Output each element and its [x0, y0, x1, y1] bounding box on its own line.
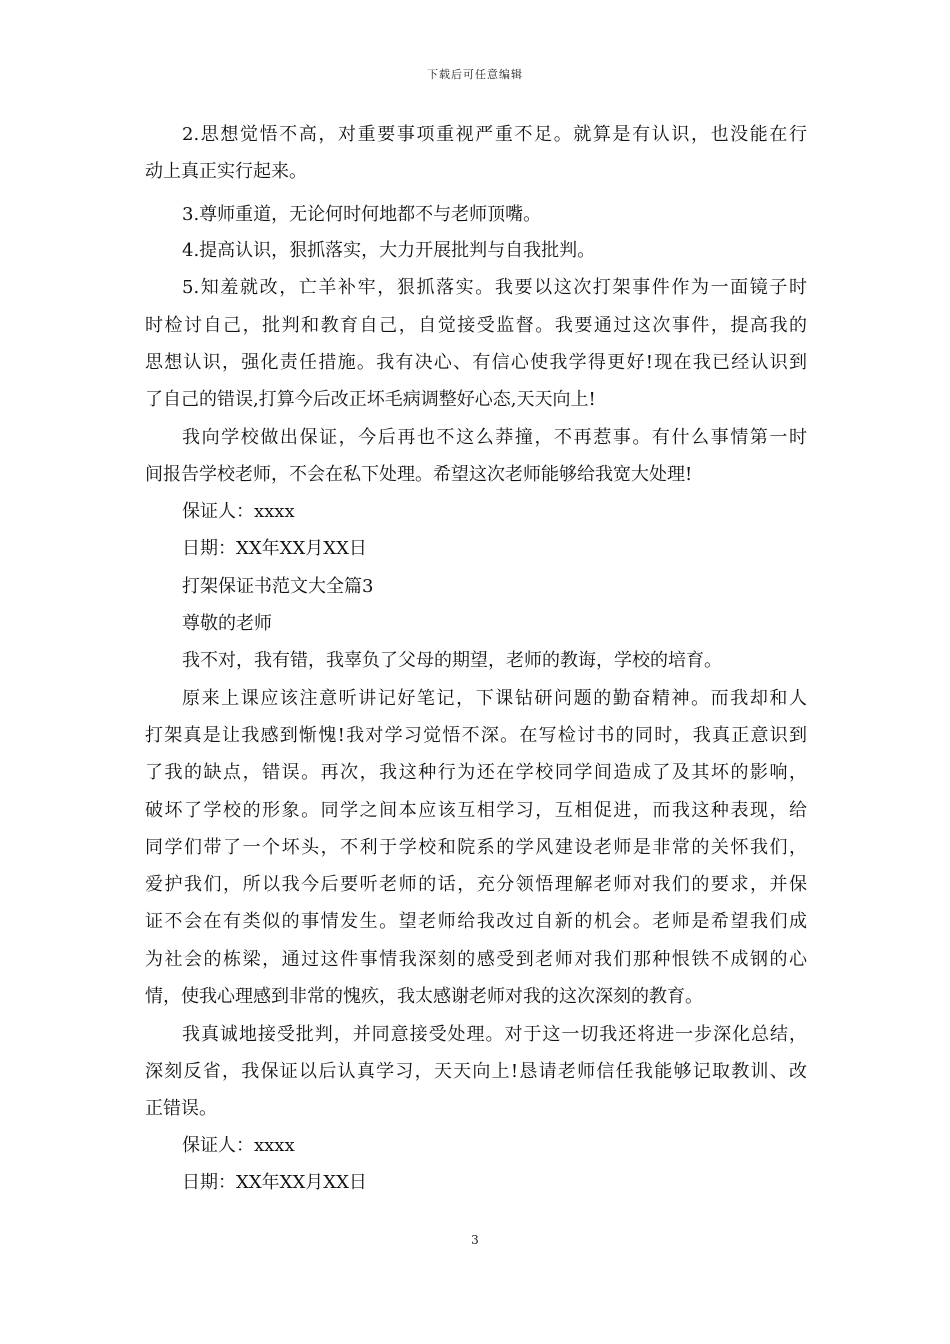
- paragraph-line: 思想认识，强化责任措施。我有决心、有信心使我学得更好!现在我已经认识到: [145, 352, 807, 373]
- paragraph-line: 我真诚地接受批判，并同意接受处理。对于这一切我还将进一步深化总结，: [182, 1024, 807, 1045]
- paragraph-line: 为社会的栋梁，通过这件事情我深刻的感受到老师对我们那种恨铁不成钢的心: [145, 949, 807, 970]
- paragraph-line: 爱护我们，所以我今后要听老师的话，充分领悟理解老师对我们的要求，并保: [145, 874, 807, 895]
- paragraph-line: 打架真是让我感到惭愧!我对学习觉悟不深。在写检讨书的同时，我真正意识到: [145, 725, 807, 746]
- salutation: 尊敬的老师: [182, 613, 272, 634]
- paragraph-line: 正错误。: [145, 1098, 217, 1119]
- page-header: 下载后可任意编辑: [427, 68, 523, 81]
- paragraph-line: 间报告学校老师，不会在私下处理。希望这次老师能够给我宽大处理!: [145, 464, 693, 485]
- paragraph-line: 证不会在有类似的事情发生。望老师给我改过自新的机会。老师是希望我们成: [145, 911, 807, 932]
- paragraph-line: 5.知羞就改，亡羊补牢，狠抓落实。我要以这次打架事件作为一面镜子时: [182, 277, 807, 298]
- paragraph-line: 时检讨自己，批判和教育自己，自觉接受监督。我要通过这次事件，提高我的: [145, 315, 807, 336]
- paragraph-line: 破坏了学校的形象。同学之间本应该互相学习，互相促进，而我这种表现，给: [145, 800, 807, 821]
- paragraph-line: 原来上课应该注意听讲记好笔记，下课钻研问题的勤奋精神。而我却和人: [182, 688, 807, 709]
- paragraph-line: 4.提高认识，狠抓落实，大力开展批判与自我批判。: [182, 240, 596, 261]
- page-number: 3: [471, 1233, 479, 1247]
- guarantor-line: 保证人：xxxx: [182, 501, 295, 522]
- section-heading: 打架保证书范文大全篇3: [182, 576, 374, 597]
- date-line: 日期：XX年XX月XX日: [182, 1172, 367, 1193]
- paragraph-line: 2.思想觉悟不高，对重要事项重视严重不足。就算是有认识，也没能在行: [182, 124, 807, 145]
- paragraph-line: 了自己的错误,打算今后改正坏毛病调整好心态,天天向上!: [145, 389, 596, 410]
- paragraph-line: 3.尊师重道，无论何时何地都不与老师顶嘴。: [182, 204, 542, 225]
- paragraph-line: 情，使我心理感到非常的愧疚，我太感谢老师对我的这次深刻的教育。: [145, 986, 703, 1007]
- paragraph-line: 我向学校做出保证，今后再也不这么莽撞，不再惹事。有什么事情第一时: [182, 427, 807, 448]
- guarantor-line: 保证人：xxxx: [182, 1135, 295, 1156]
- date-line: 日期：XX年XX月XX日: [182, 538, 367, 559]
- paragraph-line: 动上真正实行起来。: [145, 161, 307, 182]
- paragraph-line: 了我的缺点，错误。再次，我这种行为还在学校同学间造成了及其坏的影响，: [145, 762, 807, 783]
- paragraph-line: 深刻反省，我保证以后认真学习，天天向上!恳请老师信任我能够记取教训、改: [145, 1061, 807, 1082]
- paragraph-line: 同学们带了一个坏头，不利于学校和院系的学风建设老师是非常的关怀我们，: [145, 837, 807, 858]
- paragraph-line: 我不对，我有错，我辜负了父母的期望，老师的教诲，学校的培育。: [182, 650, 722, 671]
